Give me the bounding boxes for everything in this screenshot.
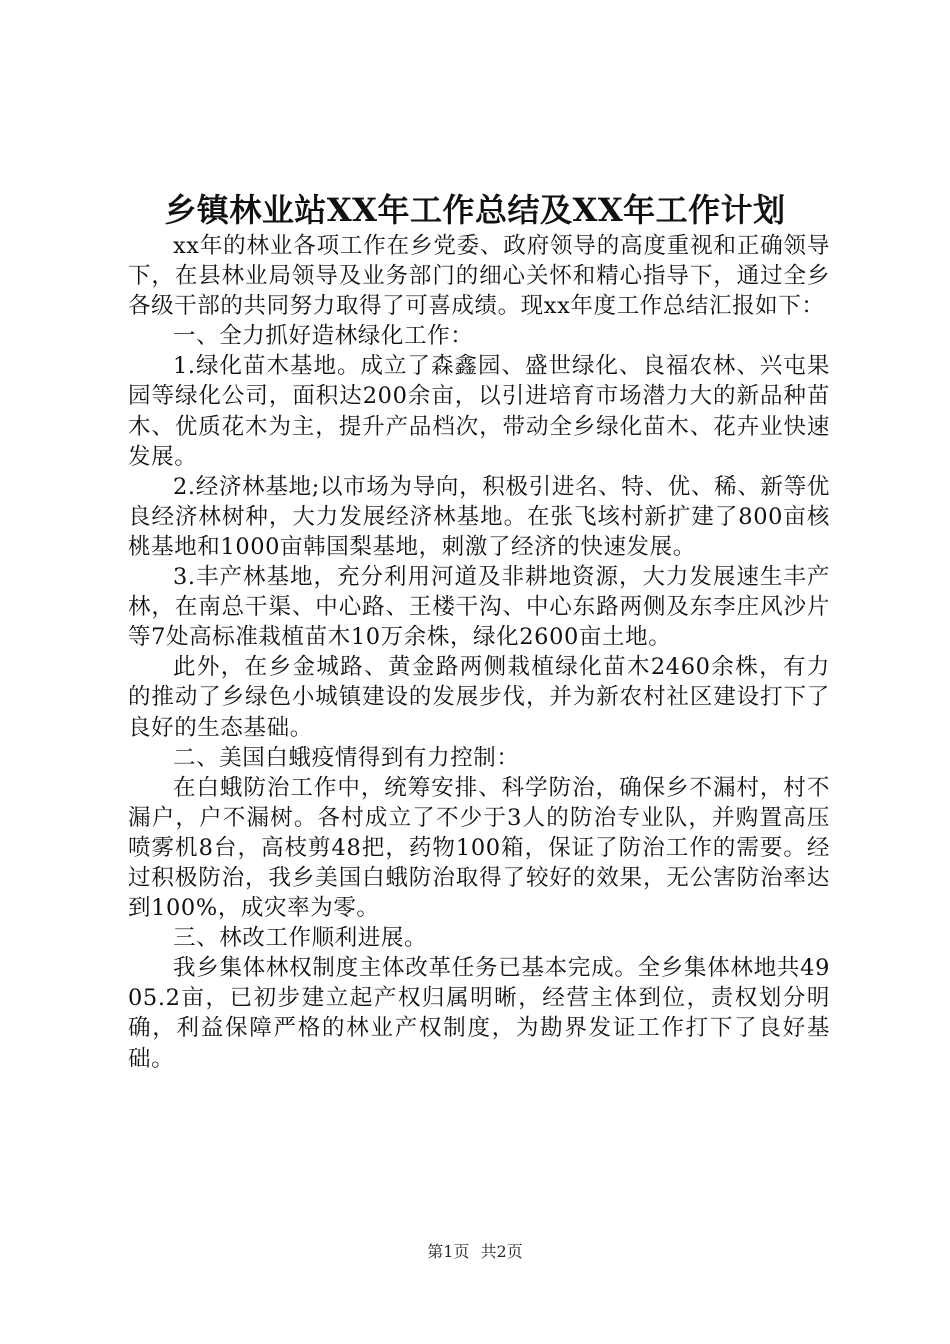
page-footer (0, 1240, 950, 1264)
section-heading-white-moth: 二、美国白蛾疫情得到有力控制： (173, 744, 520, 771)
page-number-total: 共2页 (480, 1242, 523, 1261)
section-heading-forest-reform: 三、林改工作顺利进展。 (173, 925, 428, 952)
document-body (128, 231, 830, 1074)
paragraph-moth-control: 在白蛾防治工作中，统筹安排、科学防治，确保乡不漏村，村不漏户，户不漏树。各村成立了不少于3人的防治专业队，并购置高压喷雾机8台，高枝剪48把，药物100箱，保证了防治工作的需要。经过积极防治，我乡美国白蛾防治取得了较好的效果，无公害防治率达到100%，成灾率为零。 (128, 774, 830, 922)
paragraph-high-yield-forest: 3.丰产林基地，充分利用河道及非耕地资源，大力发展速生丰产林，在南总干渠、中心路、王楼干沟、中心东路两侧及东李庄风沙片等7处高标准栽植苗木10万余株，绿化2600亩土地。 (128, 564, 830, 651)
paragraph-roadside-greening: 此外，在乡金城路、黄金路两侧栽植绿化苗木2460余株，有力的推动了乡绿色小城镇建设的发展步伐，并为新农村社区建设打下了良好的生态基础。 (128, 654, 830, 741)
paragraph-forest-reform: 我乡集体林权制度主体改革任务已基本完成。全乡集体林地共4905.2亩，已初步建立起产权归属明晰，经营主体到位，责权划分明确，利益保障严格的林业产权制度，为勘界发证工作打下了良好基础。 (128, 955, 830, 1072)
document-title: 乡镇林业站XX年工作总结及XX年工作计划 (164, 191, 786, 229)
page-number-current: 第1页 (427, 1242, 470, 1261)
paragraph-intro: xx年的林业各项工作在乡党委、政府领导的高度重视和正确领导下，在县林业局领导及业务部门的细心关怀和精心指导下，通过全乡各级干部的共同努力取得了可喜成绩。现xx年度工作总结汇报如下： (128, 233, 830, 320)
paragraph-economic-forest: 2.经济林基地;以市场为导向，积极引进名、特、优、稀、新等优良经济林树种，大力发展经济林基地。在张飞垓村新扩建了800亩核桃基地和1000亩韩国梨基地，刺激了经济的快速发展。 (128, 473, 830, 560)
paragraph-nursery-base: 1.绿化苗木基地。成立了森鑫园、盛世绿化、良福农林、兴屯果园等绿化公司，面积达200余亩，以引进培育市场潜力大的新品种苗木、优质花木为主，提升产品档次，带动全乡绿化苗木、花卉业快速发展。 (128, 353, 830, 470)
section-heading-afforestation: 一、全力抓好造林绿化工作： (173, 323, 474, 350)
